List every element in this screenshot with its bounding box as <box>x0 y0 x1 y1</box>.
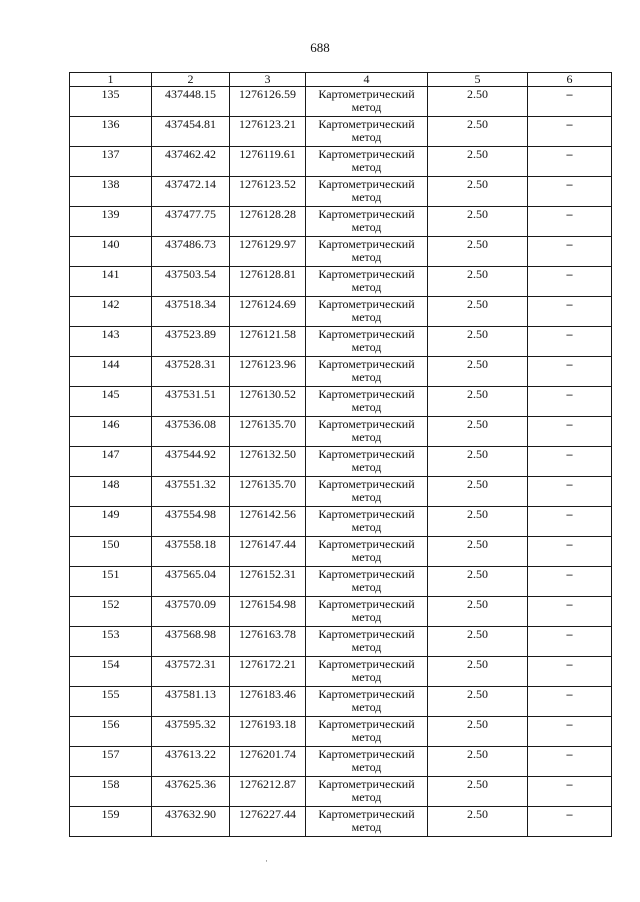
method-cell <box>306 717 428 747</box>
method-cell <box>306 417 428 447</box>
accuracy-cell: 2.50 <box>428 807 528 837</box>
x-coordinate-cell: 437528.31 <box>152 357 230 387</box>
x-coordinate-cell: 437558.18 <box>152 537 230 567</box>
method-cell <box>306 387 428 417</box>
note-cell: – <box>528 597 612 627</box>
y-coordinate-cell: 1276212.87 <box>230 777 306 807</box>
table-row <box>70 267 612 297</box>
table-row <box>70 537 612 567</box>
note-cell: – <box>528 747 612 777</box>
point-number-cell: 141 <box>70 267 152 297</box>
accuracy-cell: 2.50 <box>428 237 528 267</box>
method-line-1: Картометрический <box>318 717 415 731</box>
accuracy-cell: 2.50 <box>428 387 528 417</box>
point-number-cell: 136 <box>70 117 152 147</box>
method-cell <box>306 177 428 207</box>
method-line-1: Картометрический <box>318 387 415 401</box>
x-coordinate-cell: 437477.75 <box>152 207 230 237</box>
point-number-cell: 153 <box>70 627 152 657</box>
accuracy-cell: 2.50 <box>428 657 528 687</box>
method-line-2: метод <box>351 430 382 444</box>
y-coordinate-cell: 1276128.81 <box>230 267 306 297</box>
note-cell: – <box>528 717 612 747</box>
y-coordinate-cell: 1276119.61 <box>230 147 306 177</box>
note-cell: – <box>528 417 612 447</box>
coordinates-table <box>69 72 612 837</box>
y-coordinate-cell: 1276123.96 <box>230 357 306 387</box>
note-cell: – <box>528 777 612 807</box>
y-coordinate-cell: 1276152.31 <box>230 567 306 597</box>
method-line-1: Картометрический <box>318 177 415 191</box>
method-line-2: метод <box>351 580 382 594</box>
accuracy-cell: 2.50 <box>428 747 528 777</box>
method-line-2: метод <box>351 250 382 264</box>
table-row <box>70 717 612 747</box>
header-col-4: 4 <box>306 73 428 87</box>
note-cell: – <box>528 567 612 597</box>
method-line-1: Картометрический <box>318 207 415 221</box>
method-line-1: Картометрический <box>318 297 415 311</box>
point-number-cell: 142 <box>70 297 152 327</box>
method-cell <box>306 537 428 567</box>
method-cell <box>306 297 428 327</box>
note-cell: – <box>528 537 612 567</box>
method-line-1: Картометрический <box>318 147 415 161</box>
x-coordinate-cell: 437536.08 <box>152 417 230 447</box>
note-cell: – <box>528 267 612 297</box>
accuracy-cell: 2.50 <box>428 297 528 327</box>
y-coordinate-cell: 1276123.21 <box>230 117 306 147</box>
point-number-cell: 138 <box>70 177 152 207</box>
method-cell <box>306 327 428 357</box>
accuracy-cell: 2.50 <box>428 777 528 807</box>
accuracy-cell: 2.50 <box>428 477 528 507</box>
x-coordinate-cell: 437531.51 <box>152 387 230 417</box>
x-coordinate-cell: 437503.54 <box>152 267 230 297</box>
note-cell: – <box>528 327 612 357</box>
point-number-cell: 151 <box>70 567 152 597</box>
accuracy-cell: 2.50 <box>428 267 528 297</box>
note-cell: – <box>528 357 612 387</box>
method-line-1: Картометрический <box>318 417 415 431</box>
note-cell: – <box>528 297 612 327</box>
table-row <box>70 297 612 327</box>
x-coordinate-cell: 437454.81 <box>152 117 230 147</box>
table-row <box>70 147 612 177</box>
accuracy-cell: 2.50 <box>428 597 528 627</box>
y-coordinate-cell: 1276193.18 <box>230 717 306 747</box>
table-row <box>70 567 612 597</box>
method-line-1: Картометрический <box>318 507 415 521</box>
accuracy-cell: 2.50 <box>428 327 528 357</box>
table-row <box>70 237 612 267</box>
y-coordinate-cell: 1276142.56 <box>230 507 306 537</box>
x-coordinate-cell: 437568.98 <box>152 627 230 657</box>
method-cell <box>306 267 428 297</box>
x-coordinate-cell: 437472.14 <box>152 177 230 207</box>
method-cell <box>306 477 428 507</box>
table-row <box>70 207 612 237</box>
note-cell: – <box>528 477 612 507</box>
x-coordinate-cell: 437581.13 <box>152 687 230 717</box>
table-row <box>70 507 612 537</box>
header-row <box>70 73 612 87</box>
method-line-1: Картометрический <box>318 567 415 581</box>
y-coordinate-cell: 1276132.50 <box>230 447 306 477</box>
y-coordinate-cell: 1276121.58 <box>230 327 306 357</box>
x-coordinate-cell: 437448.15 <box>152 87 230 117</box>
x-coordinate-cell: 437632.90 <box>152 807 230 837</box>
y-coordinate-cell: 1276201.74 <box>230 747 306 777</box>
note-cell: – <box>528 147 612 177</box>
point-number-cell: 154 <box>70 657 152 687</box>
method-line-2: метод <box>351 190 382 204</box>
point-number-cell: 147 <box>70 447 152 477</box>
point-number-cell: 139 <box>70 207 152 237</box>
note-cell: – <box>528 657 612 687</box>
method-cell <box>306 357 428 387</box>
accuracy-cell: 2.50 <box>428 687 528 717</box>
table-header <box>70 73 612 87</box>
method-cell <box>306 507 428 537</box>
method-line-1: Картометрический <box>318 537 415 551</box>
y-coordinate-cell: 1276126.59 <box>230 87 306 117</box>
x-coordinate-cell: 437486.73 <box>152 237 230 267</box>
table-row <box>70 87 612 117</box>
y-coordinate-cell: 1276135.70 <box>230 417 306 447</box>
table-row <box>70 117 612 147</box>
y-coordinate-cell: 1276135.70 <box>230 477 306 507</box>
y-coordinate-cell: 1276154.98 <box>230 597 306 627</box>
y-coordinate-cell: 1276123.52 <box>230 177 306 207</box>
method-line-1: Картометрический <box>318 477 415 491</box>
method-line-2: метод <box>351 280 382 294</box>
table-row <box>70 807 612 837</box>
method-line-1: Картометрический <box>318 657 415 671</box>
point-number-cell: 148 <box>70 477 152 507</box>
method-cell <box>306 117 428 147</box>
point-number-cell: 137 <box>70 147 152 177</box>
table-row <box>70 687 612 717</box>
method-line-2: метод <box>351 760 382 774</box>
method-line-2: метод <box>351 490 382 504</box>
y-coordinate-cell: 1276128.28 <box>230 207 306 237</box>
method-cell <box>306 627 428 657</box>
method-cell <box>306 807 428 837</box>
point-number-cell: 155 <box>70 687 152 717</box>
table-row <box>70 327 612 357</box>
header-col-6: 6 <box>528 73 612 87</box>
table-row <box>70 417 612 447</box>
method-line-2: метод <box>351 310 382 324</box>
note-cell: – <box>528 177 612 207</box>
note-cell: – <box>528 807 612 837</box>
table-row <box>70 447 612 477</box>
note-cell: – <box>528 447 612 477</box>
point-number-cell: 156 <box>70 717 152 747</box>
method-cell <box>306 237 428 267</box>
method-cell <box>306 207 428 237</box>
y-coordinate-cell: 1276129.97 <box>230 237 306 267</box>
x-coordinate-cell: 437595.32 <box>152 717 230 747</box>
y-coordinate-cell: 1276183.46 <box>230 687 306 717</box>
note-cell: – <box>528 507 612 537</box>
accuracy-cell: 2.50 <box>428 627 528 657</box>
x-coordinate-cell: 437544.92 <box>152 447 230 477</box>
method-line-1: Картометрический <box>318 87 415 101</box>
accuracy-cell: 2.50 <box>428 447 528 477</box>
accuracy-cell: 2.50 <box>428 717 528 747</box>
table-row <box>70 777 612 807</box>
method-line-2: метод <box>351 160 382 174</box>
point-number-cell: 140 <box>70 237 152 267</box>
method-line-1: Картометрический <box>318 597 415 611</box>
y-coordinate-cell: 1276147.44 <box>230 537 306 567</box>
note-cell: – <box>528 117 612 147</box>
point-number-cell: 145 <box>70 387 152 417</box>
point-number-cell: 135 <box>70 87 152 117</box>
note-cell: – <box>528 387 612 417</box>
method-line-2: метод <box>351 820 382 834</box>
header-col-3: 3 <box>230 73 306 87</box>
header-col-2: 2 <box>152 73 230 87</box>
method-cell <box>306 147 428 177</box>
table-row <box>70 477 612 507</box>
method-line-1: Картометрический <box>318 447 415 461</box>
point-number-cell: 159 <box>70 807 152 837</box>
point-number-cell: 144 <box>70 357 152 387</box>
method-cell <box>306 777 428 807</box>
accuracy-cell: 2.50 <box>428 357 528 387</box>
point-number-cell: 143 <box>70 327 152 357</box>
method-line-1: Картометрический <box>318 777 415 791</box>
note-cell: – <box>528 627 612 657</box>
note-cell: – <box>528 237 612 267</box>
method-line-2: метод <box>351 220 382 234</box>
method-line-2: метод <box>351 670 382 684</box>
method-line-2: метод <box>351 400 382 414</box>
y-coordinate-cell: 1276163.78 <box>230 627 306 657</box>
method-line-1: Картометрический <box>318 117 415 131</box>
table-row <box>70 597 612 627</box>
method-cell <box>306 747 428 777</box>
note-cell: – <box>528 207 612 237</box>
y-coordinate-cell: 1276130.52 <box>230 387 306 417</box>
x-coordinate-cell: 437570.09 <box>152 597 230 627</box>
table-row <box>70 657 612 687</box>
method-cell <box>306 87 428 117</box>
method-cell <box>306 597 428 627</box>
method-line-1: Картометрический <box>318 687 415 701</box>
method-line-1: Картометрический <box>318 747 415 761</box>
x-coordinate-cell: 437572.31 <box>152 657 230 687</box>
x-coordinate-cell: 437625.36 <box>152 777 230 807</box>
method-line-2: метод <box>351 700 382 714</box>
accuracy-cell: 2.50 <box>428 177 528 207</box>
note-cell: – <box>528 87 612 117</box>
accuracy-cell: 2.50 <box>428 537 528 567</box>
table-row <box>70 627 612 657</box>
method-line-1: Картометрический <box>318 267 415 281</box>
table-row <box>70 747 612 777</box>
accuracy-cell: 2.50 <box>428 147 528 177</box>
point-number-cell: 157 <box>70 747 152 777</box>
table-body <box>70 87 612 837</box>
header-col-5: 5 <box>428 73 528 87</box>
accuracy-cell: 2.50 <box>428 87 528 117</box>
accuracy-cell: 2.50 <box>428 567 528 597</box>
method-line-2: метод <box>351 730 382 744</box>
y-coordinate-cell: 1276227.44 <box>230 807 306 837</box>
note-cell: – <box>528 687 612 717</box>
x-coordinate-cell: 437523.89 <box>152 327 230 357</box>
method-line-2: метод <box>351 610 382 624</box>
x-coordinate-cell: 437554.98 <box>152 507 230 537</box>
method-line-1: Картометрический <box>318 327 415 341</box>
x-coordinate-cell: 437613.22 <box>152 747 230 777</box>
method-line-1: Картометрический <box>318 237 415 251</box>
point-number-cell: 158 <box>70 777 152 807</box>
y-coordinate-cell: 1276124.69 <box>230 297 306 327</box>
method-line-2: метод <box>351 130 382 144</box>
method-cell <box>306 657 428 687</box>
method-line-2: метод <box>351 550 382 564</box>
method-line-1: Картометрический <box>318 357 415 371</box>
x-coordinate-cell: 437462.42 <box>152 147 230 177</box>
x-coordinate-cell: 437518.34 <box>152 297 230 327</box>
method-line-2: метод <box>351 460 382 474</box>
table-row <box>70 387 612 417</box>
point-number-cell: 149 <box>70 507 152 537</box>
method-line-2: метод <box>351 640 382 654</box>
scan-artifact: · <box>265 856 268 866</box>
method-line-1: Картометрический <box>318 627 415 641</box>
table-row <box>70 177 612 207</box>
point-number-cell: 150 <box>70 537 152 567</box>
method-line-2: метод <box>351 790 382 804</box>
header-col-1: 1 <box>70 73 152 87</box>
method-cell <box>306 687 428 717</box>
x-coordinate-cell: 437551.32 <box>152 477 230 507</box>
y-coordinate-cell: 1276172.21 <box>230 657 306 687</box>
method-line-2: метод <box>351 370 382 384</box>
x-coordinate-cell: 437565.04 <box>152 567 230 597</box>
point-number-cell: 146 <box>70 417 152 447</box>
method-line-2: метод <box>351 100 382 114</box>
accuracy-cell: 2.50 <box>428 207 528 237</box>
accuracy-cell: 2.50 <box>428 117 528 147</box>
table-row <box>70 357 612 387</box>
point-number-cell: 152 <box>70 597 152 627</box>
method-cell <box>306 447 428 477</box>
method-cell <box>306 567 428 597</box>
accuracy-cell: 2.50 <box>428 507 528 537</box>
method-line-2: метод <box>351 340 382 354</box>
method-line-1: Картометрический <box>318 807 415 821</box>
page-number: 688 <box>310 40 330 55</box>
method-line-2: метод <box>351 520 382 534</box>
accuracy-cell: 2.50 <box>428 417 528 447</box>
